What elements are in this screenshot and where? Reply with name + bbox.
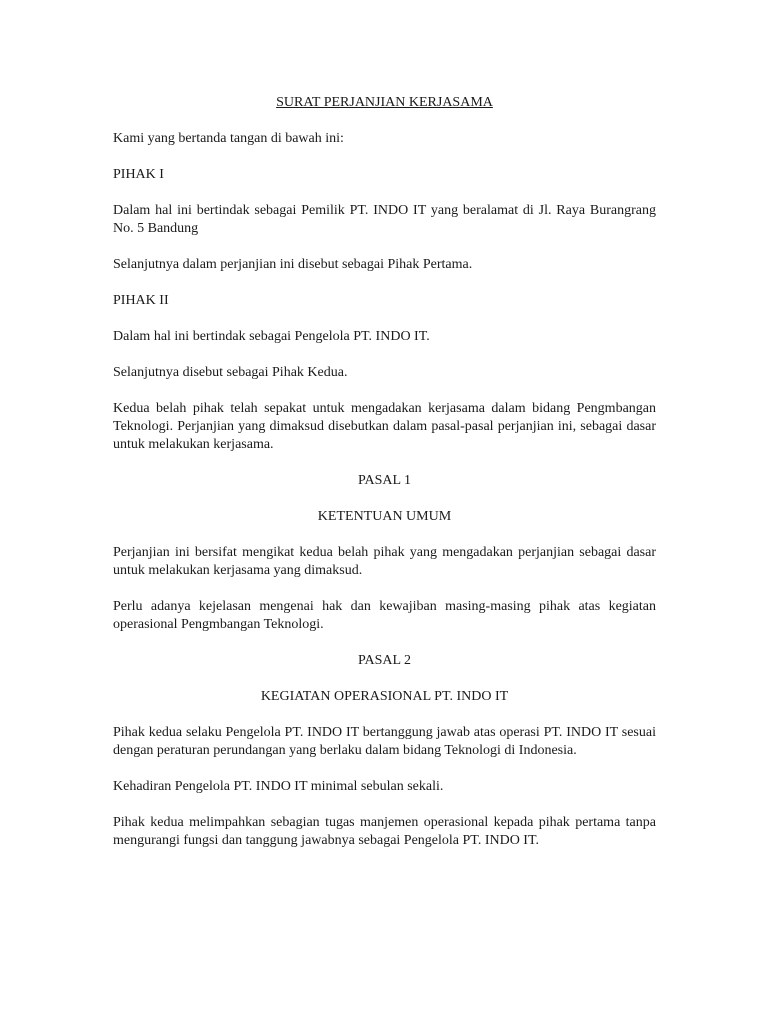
pihak-2-heading: PIHAK II — [113, 293, 169, 308]
document-title: SURAT PERJANJIAN KERJASAMA — [276, 95, 493, 110]
pasal-2-paragraph-2: Kehadiran Pengelola PT. INDO IT minimal sebulan sekali. — [113, 779, 444, 794]
pasal-1-paragraph-1: Perjanjian ini bersifat mengikat kedua belah pihak yang mengadakan perjanjian sebagai dasar untuk melakukan kerjasama yang dimaksud. — [113, 545, 656, 578]
pasal-2-heading: PASAL 2 — [357, 653, 412, 668]
pihak-1-description: Dalam hal ini bertindak sebagai Pemilik PT. INDO IT yang beralamat di Jl. Raya Burangrang No. 5 Bandung — [113, 203, 656, 236]
pasal-2-paragraph-3: Pihak kedua melimpahkan sebagian tugas manjemen operasional kepada pihak pertama tanpa mengurangi fungsi dan tanggung jawabnya sebagai Pengelola PT. INDO IT. — [113, 815, 656, 848]
intro-text: Kami yang bertanda tangan di bawah ini: — [113, 131, 344, 146]
pasal-1-paragraph-2: Perlu adanya kejelasan mengenai hak dan kewajiban masing-masing pihak atas kegiatan operasional Pengmbangan Teknologi. — [113, 599, 656, 632]
pihak-2-description: Dalam hal ini bertindak sebagai Pengelola PT. INDO IT. — [113, 329, 430, 344]
pasal-2-paragraph-1: Pihak kedua selaku Pengelola PT. INDO IT bertanggung jawab atas operasi PT. INDO IT sesuai dengan peraturan perundangan yang berlaku dalam bidang Teknologi di Indonesia. — [113, 725, 656, 758]
document-page — [113, 94, 656, 868]
pasal-1-heading: PASAL 1 — [357, 473, 412, 488]
pasal-1-title: KETENTUAN UMUM — [317, 509, 452, 524]
pihak-1-note: Selanjutnya dalam perjanjian ini disebut sebagai Pihak Pertama. — [113, 257, 473, 272]
agreement-paragraph: Kedua belah pihak telah sepakat untuk mengadakan kerjasama dalam bidang Pengmbangan Teknologi. Perjanjian yang dimaksud disebutkan dalam pasal-pasal perjanjian ini, sebagai dasar untuk melakukan kerjasama. — [113, 401, 656, 452]
pihak-2-note: Selanjutnya disebut sebagai Pihak Kedua. — [113, 365, 348, 380]
pihak-1-heading: PIHAK I — [113, 167, 164, 182]
pasal-2-title: KEGIATAN OPERASIONAL PT. INDO IT — [260, 689, 509, 704]
